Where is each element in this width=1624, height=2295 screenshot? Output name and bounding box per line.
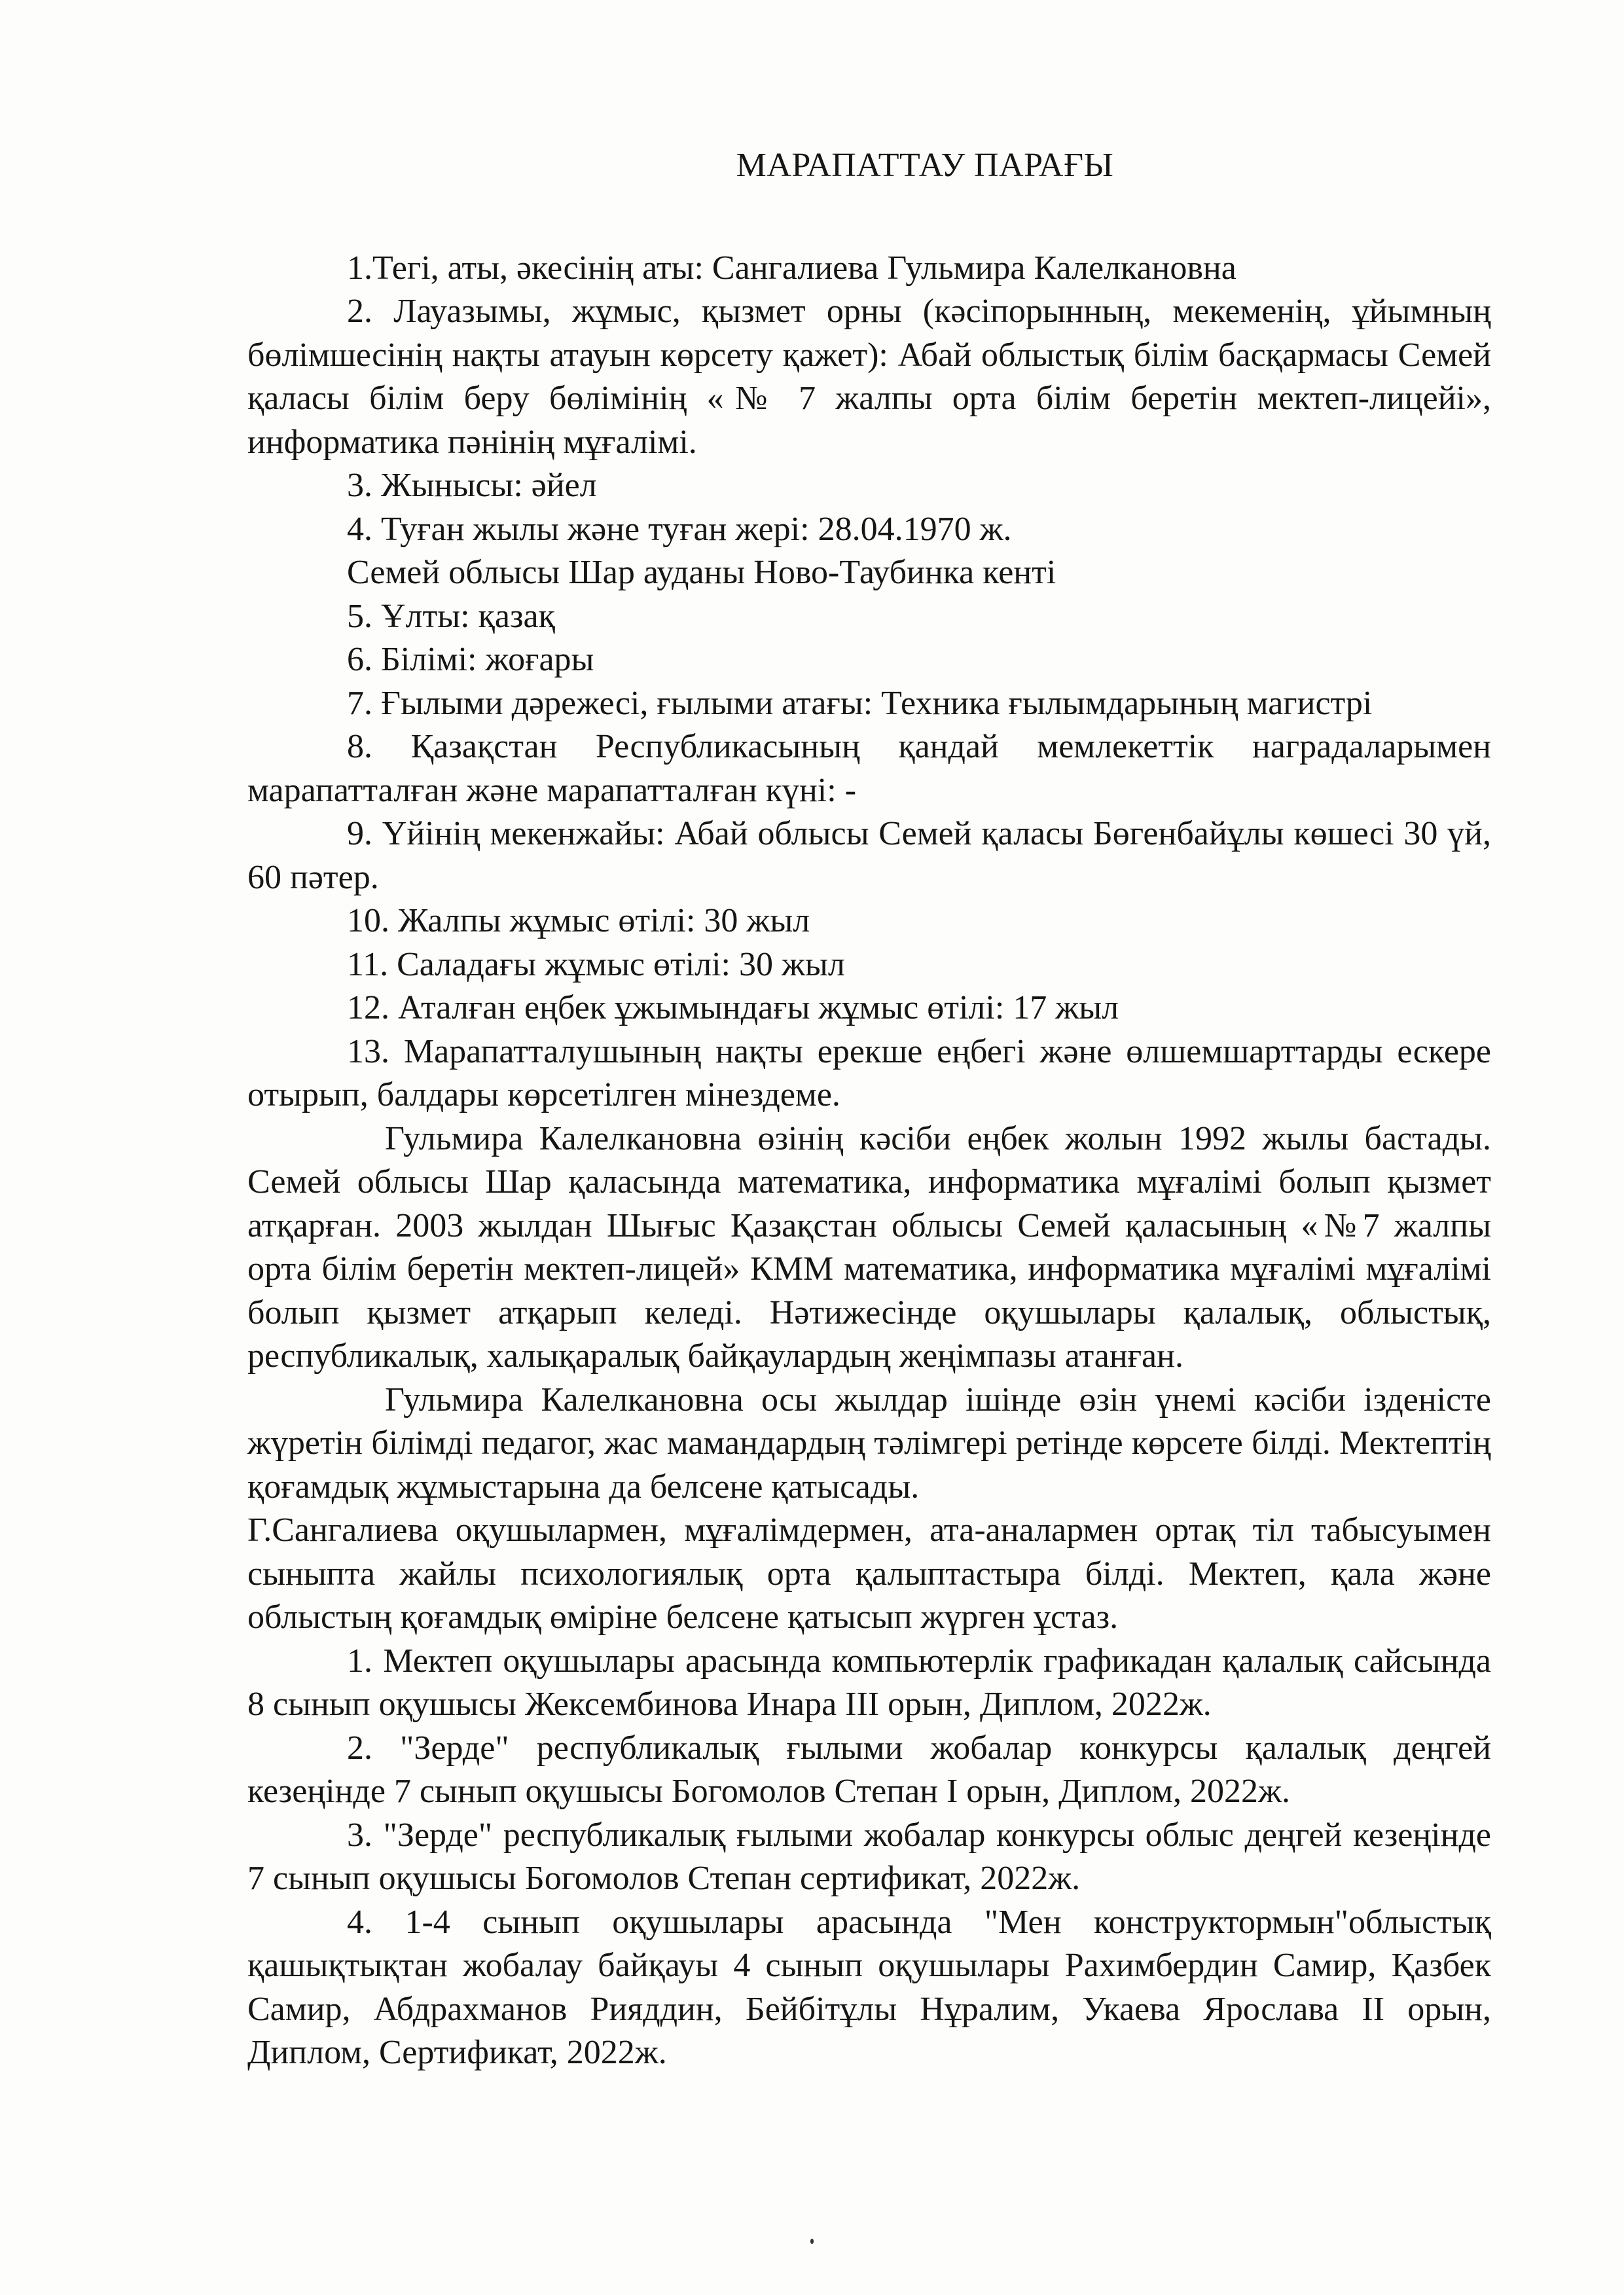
paragraph-position: 2. Лауазымы, жұмыс, қызмет орны (кәсіпорынның, мекеменің, ұйымның бөлімшесінің нақты атауын көрсету қажет): Абай облыстық білім басқармасы Семей қаласы білім беру бөлімінің «№ 7 жалпы орта білім беретін мектеп-лицейі», информатика пәнінің мұғалімі. (247, 293, 1491, 461)
paragraph-gender: 3. Жынысы: әйел (347, 467, 597, 504)
paragraph-community: Г.Сангалиева оқушылармен, мұғалімдермен, ата-аналармен ортақ тіл табысуымен сыныпта жайлы психологиялық орта қалыптастыра білді. Мектеп, қала және облыстың қоғамдық өміріне белсене қатысып жүрген ұстаз. (247, 1511, 1491, 1636)
paragraph-education: 6. Білімі: жоғары (347, 641, 594, 678)
paragraph-field-experience: 11. Саладағы жұмыс өтілі: 30 жыл (347, 945, 845, 983)
paragraph-achievement-4: 4. 1-4 сынып оқушылары арасында "Мен конструктормын"облыстық қашықтықтан жобалау байқауы 4 сынып оқушылары Рахимбердин Самир, Қазбек Самир, Абдрахманов Рияддин, Бейбітұлы Нұралим, Укаева Ярослава ІІ орын, Диплом, Сертификат, 2022ж. (247, 1903, 1491, 2071)
document-body (247, 144, 1491, 2075)
paragraph-achievement-1: 1. Мектеп оқушылары арасында компьютерлік графикадан қалалық сайсында 8 сынып оқушысы Жексембинова Инара ІІІ орын, Диплом, 2022ж. (247, 1642, 1491, 1723)
paragraph-awards: 8. Қазақстан Республикасының қандай мемлекеттік наградаларымен марапатталған және марапатталған күні: - (247, 728, 1491, 809)
paragraph-birthplace: Семей облысы Шар ауданы Ново-Таубинка кенті (347, 554, 1056, 591)
paragraph-birth: 4. Туған жылы және туған жері: 28.04.1970 ж. (347, 510, 1012, 548)
paragraph-achievement-2: 2. "Зерде" республикалық ғылыми жобалар конкурсы қалалық деңгей кезеңінде 7 сынып оқушысы Богомолов Степан І орын, Диплом, 2022ж. (247, 1729, 1491, 1810)
paragraph-achievement-3: 3. "Зерде" республикалық ғылыми жобалар конкурсы облыс деңгей кезеңінде 7 сынып оқушысы Богомолов Степан сертификат, 2022ж. (247, 1816, 1491, 1897)
paragraph-career: Гульмира Калелкановна өзінің кәсіби еңбек жолын 1992 жылы бастады. Семей облысы Шар қаласында математика, информатика мұғалімі болып қызмет атқарған. 2003 жылдан Шығыс Қазақстан облысы Семей қаласының «№7 жалпы орта білім беретін мектеп-лицей» КММ математика, информатика мұғалімі мұғалімі болып қызмет атқарып келеді. Нәтижесінде оқушылары қалалық, облыстық, республикалық, халықаралық байқаулардың жеңімпазы атанған. (247, 1119, 1491, 1375)
paragraph-full-name: 1.Тегі, аты, әкесінің аты: Сангалиева Гульмира Калелкановна (347, 249, 1236, 287)
paragraph-team-experience: 12. Аталған еңбек ұжымындағы жұмыс өтілі: 17 жыл (347, 989, 1119, 1026)
document-title: МАРАПАТТАУ ПАРАҒЫ (736, 147, 1114, 184)
paragraph-characteristic-heading: 13. Марапатталушының нақты ерекше еңбегі және өлшемшарттарды ескере отырып, балдары көрсетілген мінездеме. (247, 1032, 1491, 1113)
paragraph-address: 9. Үйінің мекенжайы: Абай облысы Семей қаласы Бөгенбайұлы көшесі 30 үй, 60 пәтер. (247, 815, 1491, 896)
paragraph-qualities: Гульмира Калелкановна осы жылдар ішінде өзін үнемі кәсіби ізденісте жүретін білімді педагог, жас мамандардың тәлімгері ретінде көрсете білді. Мектептің қоғамдық жұмыстарына да белсене қатысады. (247, 1381, 1491, 1506)
paragraph-total-experience: 10. Жалпы жұмыс өтілі: 30 жыл (347, 902, 810, 939)
paragraph-nationality: 5. Ұлты: қазақ (347, 597, 555, 635)
paragraph-degree: 7. Ғылыми дәрежесі, ғылыми атағы: Техника ғылымдарының магистрі (347, 684, 1373, 722)
scan-speck (810, 2239, 814, 2244)
